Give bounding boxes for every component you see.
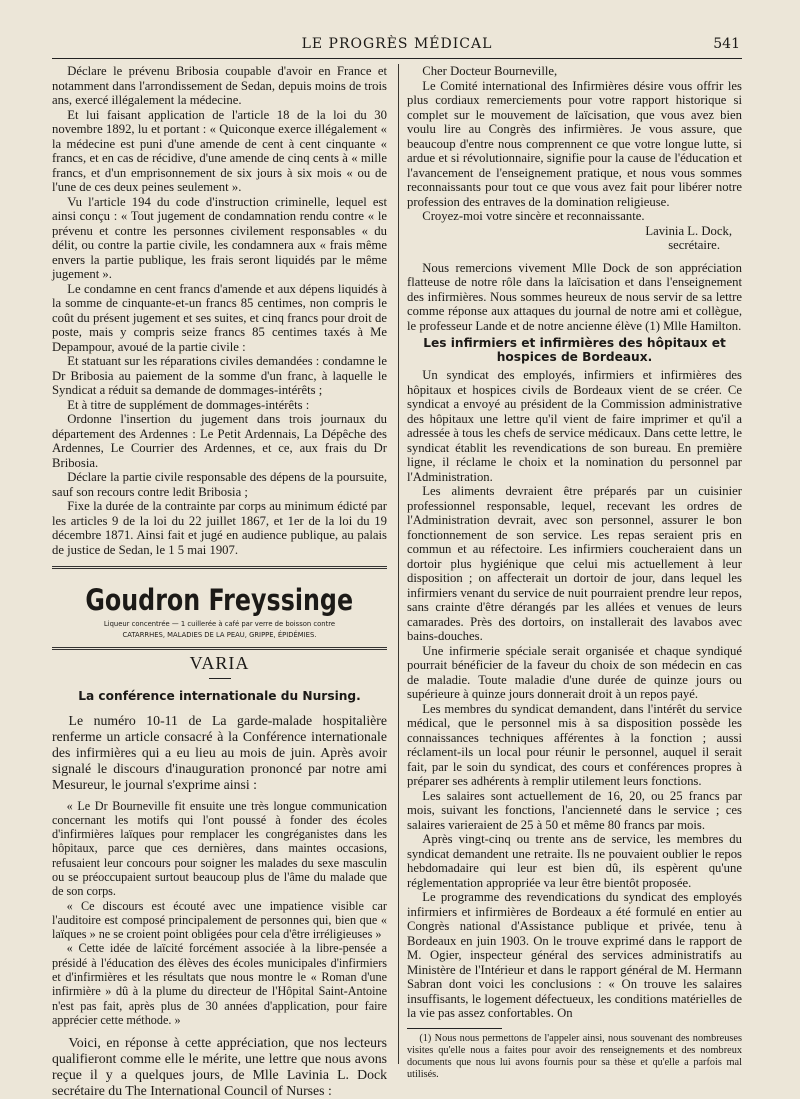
footnote — [407, 1033, 742, 1081]
ad-brand: Goudron Freyssinge — [85, 583, 354, 617]
section-title: VARIA — [189, 653, 250, 673]
paragraph: Les aliments devraient être préparés par un cuisinier professionnel responsable, lequel, recevant les ordres de l'Administration devrait, avec son personnel, assurer le bon fonctionnement de son service. Les repas seraient pris en commun et au réfectoire. Les infirmiers coucheraient dans un dortoir plus hygiénique que celui mis actuellement à leur disposition ; on affecterait un dortoir de jour, dans lequel les infirmiers venant du service de nuit pourraient prendre leur repos, sans crainte d'être dérangés par les allées et venues de leurs camarades. Près des dortoirs, on installerait des lavabos avec bains-douches. — [407, 484, 742, 643]
ad-line: CATARRHES, MALADIES DE LA PEAU, GRIPPE, ÉPIDÉMIES. — [122, 631, 317, 639]
paragraph: Le programme des revendications du syndicat des employés infirmiers et infirmières de Bordeaux a été formulé en entier au Congrès national d'Assistance publique et privée, tenu à Bordeaux en juin 1903. On le trouve exprimé dans le rapport de M. Ogier, inspecteur général des services administratifs au Ministère de l'Intérieur et dans le rapport général de M. Hermann Sabran dont voici les conclusions : « On trouve les salaires insuffisants, le logement défectueux, les conditions matérielles de la vie pas assez confortables. On — [407, 890, 742, 1020]
paragraph: Déclare la partie civile responsable des dépens de la poursuite, sauf son recours contre ledit Bribosia ; — [52, 470, 387, 499]
column-divider — [398, 64, 399, 1064]
divider — [407, 1028, 502, 1029]
page-header — [52, 34, 742, 59]
divider — [52, 566, 387, 569]
paragraph: Croyez-moi votre sincère et reconnaissante. — [422, 209, 645, 223]
running-title: LE PROGRÈS MÉDICAL — [301, 36, 493, 52]
footnote-text: (1) Nous nous permettons de l'appeler ainsi, nous souvenant des nombreuses visites qu'elle nous a faites pour avoir des renseignements et des nombreux documents que nous lui avons fournis pour sa thèse et qu'elle a parfois mal utilisés. — [407, 1032, 742, 1080]
paragraph: Le numéro 10-11 de La garde-malade hospitalière renferme un article consacré à la Conférence internationale des infirmières qui a eu lieu au mois de juin. Après avoir signalé le discours d'inauguration prononcé par notre ami Mesureur, le journal s'exprime ainsi : — [52, 712, 387, 792]
paragraph: Les salaires sont actuellement de 16, 20, ou 25 francs par mois, suivant les fonctions, l'ancienneté dans le service ; ces salaires varieraient de 25 à 50 et même 80 francs par mois. — [407, 788, 742, 832]
paragraph: Le condamne en cent francs d'amende et aux dépens liquidés à la somme de cinquante-et-un francs 85 centimes, non compris le coût du présent jugement et ses suites, et cinq francs pour droit de poste, mais y compris seize francs 85 centimes taxés à Me Depampour, avoué de la partie civile : — [52, 281, 387, 354]
left-column — [52, 64, 387, 1099]
right-column — [407, 64, 742, 1080]
paragraph: Une infirmerie spéciale serait organisée et chaque syndiqué pourrait bénéficier de la faveur du choix de son médecin en cas de maladie. Toute maladie d'une durée de quinze jours ou supérieure à quinze jours donnerait droit à un repos payé. — [407, 643, 742, 701]
paragraph: Et à titre de supplément de dommages-intérêts : — [67, 397, 310, 412]
article-intro — [52, 713, 387, 793]
advertisement — [52, 583, 387, 639]
article-title: La conférence internationale du Nursing. — [78, 688, 361, 703]
paragraph: « Ce discours est écouté avec une impatience visible car l'auditoire est composé principalement de personnes qui, bien que « laïques » ne se croient point obligées pour cela d'être irréligieuses » — [52, 898, 387, 942]
paragraph: Le Comité international des Infirmières désire vous offrir les plus cordiaux remerciements pour votre rapport historique si complet sur le mouvement de laïcisation, que vous avez bien voulu lire au Congrès des infirmières. Je vous assure, que beaucoup d'entre nous comprennent ce que votre longue lutte, si ardue et si révolutionnaire, signifie pour la cause de l'éducation et l'avancement de l'enseignement pratique, et nous vous sommes reconnaissants pour tout ce que vous avez fait pour libérer notre profession des entraves de la domination religieuse. — [407, 78, 742, 209]
paragraph: Nous remercions vivement Mlle Dock de son appréciation flatteuse de notre rôle dans la laïcisation et dans l'enseignement des infirmières. Nous sommes heureux de nous servir de sa lettre comme réponse aux attaques du journal de notre ami et collègue, le professeur Lande et de notre ancienne élève (1) Mlle Hamilton. — [407, 260, 742, 333]
paragraph: Déclare le prévenu Bribosia coupable d'avoir en France et notamment dans l'arrondissement de Sedan, depuis moins de trois ans, exercé illégalement la médecine. — [52, 64, 387, 107]
divider — [209, 678, 231, 679]
paragraph: Un syndicat des employés, infirmiers et infirmières des hôpitaux et hospices civils de Bordeaux vient de se créer. Ce syndicat a envoyé au président de la Commission administrative des hôpitaux une lettre qu'il vient de faire imprimer et qu'il a adressée à tous les chefs de service médicaux. Dans cette lettre, le syndicat établit les revendications de son bureau. En première ligne, il réclame le choix et la nomination du personnel par l'Administration. — [407, 368, 742, 484]
signature-name: Lavinia L. Dock, — [645, 223, 732, 238]
paragraph: « Le Dr Bourneville fit ensuite une très longue communication concernant les motifs qui l'ont poussé à fonder des écoles d'infirmières laïques pour remplacer les congréganistes dans les hôpitaux, parce que ces dernières, dans maintes occasions, refusaient leur concours pour soigner les malades du sexe masculin ou se préoccupaient surtout beaucoup plus de l'âme du malade que de son corps. — [52, 798, 387, 899]
quotation — [52, 799, 387, 1028]
ad-line: Liqueur concentrée — 1 cuillerée à café par verre de boisson contre — [103, 620, 336, 628]
article-closing — [52, 1035, 387, 1099]
paragraph: Après vingt-cinq ou trente ans de service, les membres du syndicat demandent une retraite. Ils ne pouvaient oublier le repos hebdomadaire qui leur est bien dû, ils espèrent qu'une réglementation appropriée va leur être bientôt proposée. — [407, 832, 742, 890]
paragraph: Les membres du syndicat demandent, dans l'intérêt du service médical, que le personnel mis à sa disposition possède les connaissances techniques afférentes à la fonction ; aussi réclament-ils un local pour réunir le personnel, auquel il serait fait, par le soin du syndicat, des cours et conférences propres à préparer ses adhérents à remplir utilement leurs fonctions. — [407, 701, 742, 788]
letter-salutation: Cher Docteur Bourneville, — [422, 64, 558, 78]
signature-role: secrétaire. — [668, 238, 720, 252]
paragraph: « Cette idée de laïcité forcément associée à la libre-pensée a présidé à l'éducation des élèves des écoles municipales d'infirmiers et d'infirmières et les résultats que nous montre le « Roman d'une infirmière » dû à la plume du directeur de l'Hôpital Saint-Antoine n'est pas fait, après plus de 30 années d'application, pour faire apprécier cette méthode. » — [52, 941, 387, 1027]
paragraph: Ordonne l'insertion du jugement dans trois journaux du département des Ardennes : Le Petit Ardennais, La Dépêche des Ardennes, Le Courrier des Ardennes, et ce, aux frais du Dr Bribosia. — [52, 412, 387, 470]
paragraph: Et statuant sur les réparations civiles demandées : condamne le Dr Bribosia au paiement de la somme d'un franc, à laquelle le Syndicat a réduit sa demande de dommages-intérêts ; — [52, 354, 387, 397]
divider — [52, 647, 387, 650]
paragraph: Fixe la durée de la contrainte par corps au minimum édicté par les articles 9 de la loi du 22 juillet 1867, et 1er de la loi du 19 décembre 1871. Ainsi fait et jugé en audience publique, au palais de justice de Sedan, le 1 5 mai 1907. — [52, 499, 387, 557]
page-number: 541 — [713, 36, 740, 52]
paragraph: Vu l'article 194 du code d'instruction criminelle, lequel est ainsi conçu : « Tout jugement de condamnation rendu contre « le prévenu et contre les personnes civilement responsables « du délit, ou contre la partie civile, les condamnera aux « frais même envers la partie publique, les frais seront liquidés par le même jugement ». — [52, 194, 387, 281]
paragraph: Et lui faisant application de l'article 18 de la loi du 30 novembre 1892, lu et portant : « Quiconque exerce illégalement « la médecine est puni d'une amende de cent à cent cinquante « francs, et en cas de récidive, d'une amende de cinq cents à « mille francs, et d'un emprisonnement de six jours à six mois « ou de l'une de ces deux peines seulement ». — [52, 107, 387, 194]
judgment-text — [52, 64, 387, 557]
paragraph: Voici, en réponse à cette appréciation, que nos lecteurs qualifieront comme elle le mérite, une lettre que nous avons reçue il y a quelques jours, de Mlle Lavinia L. Dock secrétaire du The International Council of Nurses : — [52, 1035, 387, 1099]
article-title: Les infirmiers et infirmières des hôpitaux et hospices de Bordeaux. — [423, 336, 726, 364]
